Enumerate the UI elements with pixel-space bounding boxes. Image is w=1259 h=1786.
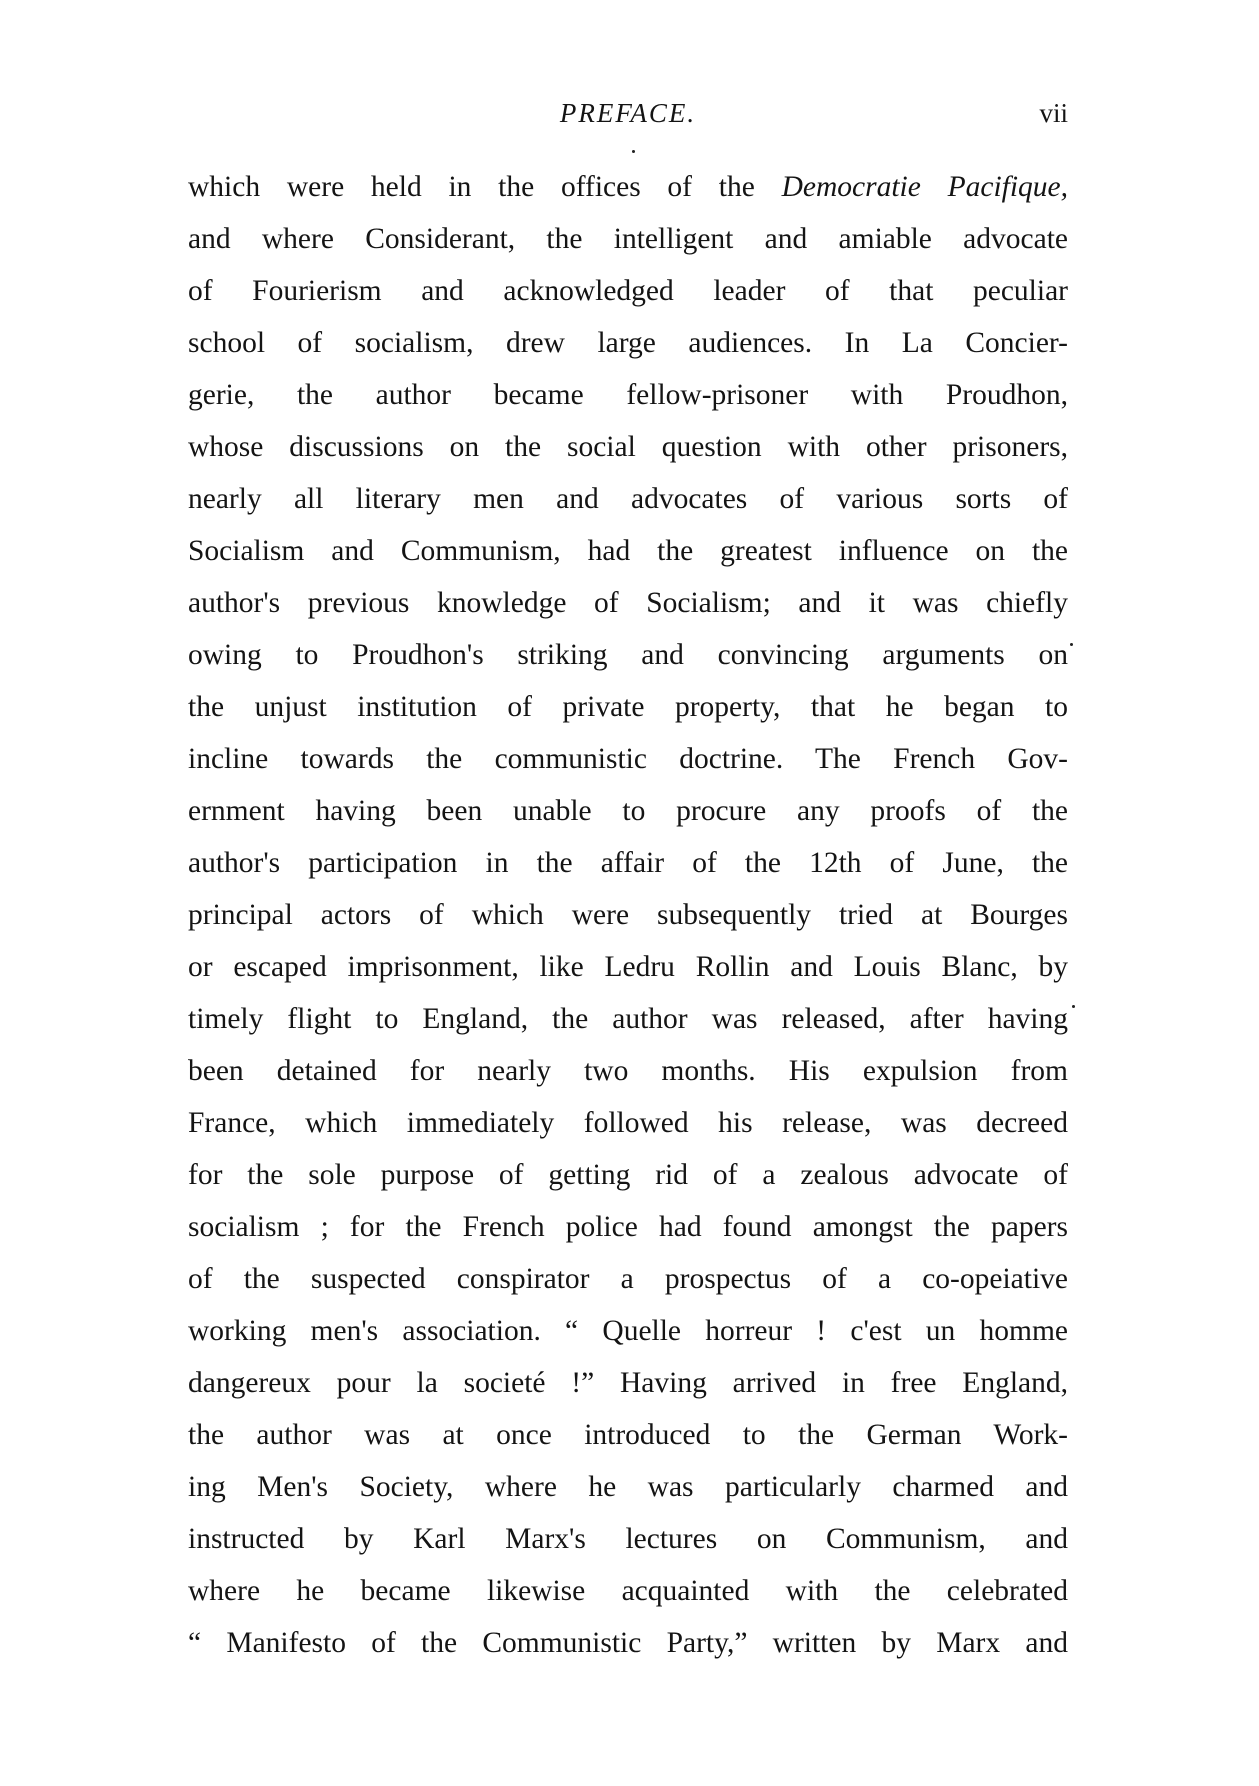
running-title: PREFACE. (559, 98, 697, 128)
text-line (188, 317, 1068, 369)
text-line-roman: author's previous knowledge of Socialism; and it was chiefly (188, 587, 1068, 619)
text-line-roman: or escaped imprisonment, like Ledru Rollin and Louis Blanc, by (188, 951, 1068, 983)
text-line-roman: of the suspected conspirator a prospectus of a co-opeiative (188, 1263, 1068, 1295)
text-line (188, 993, 1068, 1045)
text-line (188, 681, 1068, 733)
text-line (188, 525, 1068, 577)
text-line (188, 1201, 1068, 1253)
stray-ink-mark (1070, 643, 1073, 646)
text-line-roman: “ Manifesto of the Communistic Party,” written by Marx and (188, 1627, 1068, 1659)
text-line-roman: socialism ; for the French police had found amongst the papers (188, 1211, 1068, 1243)
text-line-roman: gerie, the author became fellow-prisoner with Proudhon, (188, 379, 1068, 411)
stray-ink-mark (632, 150, 635, 153)
text-line-roman: where he became likewise acquainted with the celebrated (188, 1575, 1068, 1607)
text-line-roman: author's participation in the affair of the 12th of June, the (188, 847, 1068, 879)
text-line-roman: ing Men's Society, where he was particularly charmed and (188, 1471, 1068, 1503)
text-line-roman: timely flight to England, the author was released, after having (188, 1003, 1068, 1035)
text-line-roman: and where Considerant, the intelligent and amiable advocate (188, 223, 1068, 255)
text-line (188, 265, 1068, 317)
text-line (188, 213, 1068, 265)
text-line (188, 837, 1068, 889)
text-line (188, 161, 1068, 213)
text-line (188, 629, 1068, 681)
body-text (188, 161, 1068, 1669)
text-line-roman: for the sole purpose of getting rid of a zealous advocate of (188, 1159, 1068, 1191)
text-line-roman: incline towards the communistic doctrine. The French Gov- (188, 743, 1068, 775)
text-line-italic: Democratie Pacifique, (781, 171, 1068, 203)
text-line-roman: whose discussions on the social question with other prisoners, (188, 431, 1068, 463)
text-line (188, 1149, 1068, 1201)
text-line (188, 941, 1068, 993)
running-head (188, 98, 1068, 138)
text-line (188, 1461, 1068, 1513)
text-line-roman: nearly all literary men and advocates of various sorts of (188, 483, 1068, 515)
text-line-roman: instructed by Karl Marx's lectures on Communism, and (188, 1523, 1068, 1555)
stray-ink-mark (1072, 1005, 1075, 1008)
text-line-roman: of Fourierism and acknowledged leader of that peculiar (188, 275, 1068, 307)
text-line-roman: which were held in the offices of the (188, 171, 782, 203)
text-line (188, 1409, 1068, 1461)
text-line (188, 1565, 1068, 1617)
text-line (188, 577, 1068, 629)
text-line (188, 1357, 1068, 1409)
page-number: vii (1039, 98, 1068, 128)
text-line-roman: the unjust institution of private property, that he began to (188, 691, 1068, 723)
text-line-roman: working men's association. “ Quelle horreur ! c'est un homme (188, 1315, 1068, 1347)
text-line-roman: France, which immediately followed his release, was decreed (188, 1107, 1068, 1139)
text-line (188, 1305, 1068, 1357)
text-line (188, 1617, 1068, 1669)
text-line (188, 421, 1068, 473)
text-line (188, 785, 1068, 837)
text-line-roman: principal actors of which were subsequently tried at Bourges (188, 899, 1068, 931)
text-line-roman: dangereux pour la societé !” Having arrived in free England, (188, 1367, 1068, 1399)
text-line-roman: owing to Proudhon's striking and convincing arguments on (188, 639, 1068, 671)
text-line-roman: Socialism and Communism, had the greatest influence on the (188, 535, 1068, 567)
text-line (188, 733, 1068, 785)
text-line (188, 1253, 1068, 1305)
text-line (188, 1513, 1068, 1565)
text-line-roman: been detained for nearly two months. His expulsion from (188, 1055, 1068, 1087)
text-line (188, 473, 1068, 525)
text-line (188, 889, 1068, 941)
text-line (188, 1097, 1068, 1149)
text-line (188, 1045, 1068, 1097)
text-line (188, 369, 1068, 421)
text-line-roman: school of socialism, drew large audiences. In La Concier- (188, 327, 1068, 359)
text-line-roman: the author was at once introduced to the German Work- (188, 1419, 1068, 1451)
text-line-roman: ernment having been unable to procure any proofs of the (188, 795, 1068, 827)
